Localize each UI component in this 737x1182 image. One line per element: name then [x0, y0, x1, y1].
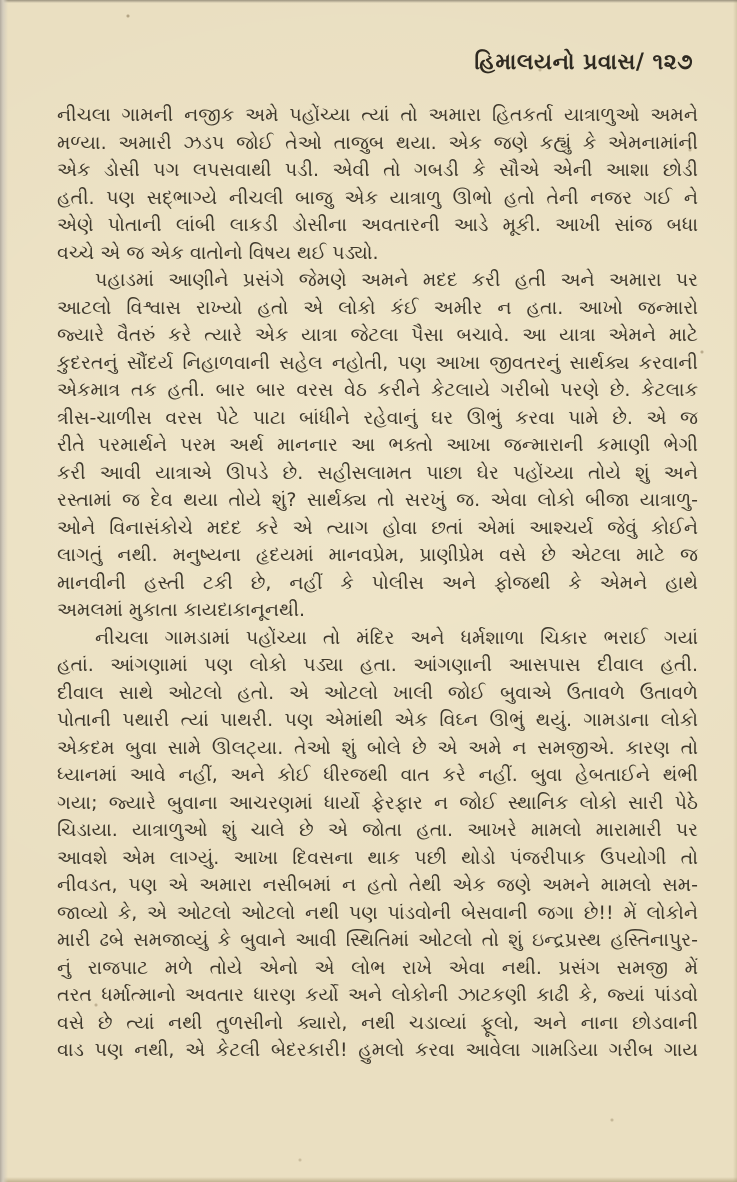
paragraph	[57, 102, 698, 267]
text-line: નીવડત, પણ એ અમારા નસીબમાં ન હતો તેથી એક જણે અમને મામલો સમ-	[57, 874, 698, 896]
text-line: એણે પોતાની લાંબી લાકડી ડોસીના અવતારની આડે મૂકી. આખી સાંજ બધા	[57, 214, 698, 236]
text-line: જ્યારે વૈતરું કરે ત્યારે એક યાત્રા જેટલા પૈસા બચાવે. આ યાત્રા એમને માટે	[57, 324, 698, 346]
paragraph	[57, 625, 698, 1065]
text-line: માનવીની હસ્તી ટકી છે, નહીં કે પોલીસ અને ફોજથી કે એમને હાથે	[57, 571, 698, 594]
body-text	[57, 102, 698, 1065]
text-line: જાવ્યો કે, એ ઓટલો ઓટલો નથી પણ પાંડવોની બેસવાની જગા છે!! મેં લોકોને	[57, 901, 698, 924]
text-line: નીચલા ગામની નજીક અમે પહોંચ્યા ત્યાં તો અમારા હિતકર્તા યાત્રાળુઓ અમને	[57, 104, 698, 126]
text-line: ત્રીસ-ચાળીસ વરસ પેટે પાટા બાંધીને રહેવાનું ઘર ઊભું કરવા પામે છે. એ જ	[57, 406, 698, 429]
text-line: ચિડાયા. યાત્રાળુઓ શું ચાલે છે એ જોતા હતા. આખરે મામલો મારામારી પર	[57, 819, 698, 841]
text-line: નું રાજપાટ મળે તોયે એનો એ લોભ રાખે એવા નથી. પ્રસંગ સમજી મેં	[57, 956, 698, 979]
text-line: એકમાત્ર તક હતી. બાર બાર વરસ વેઠ કરીને કેટલાયે ગરીબો પરણે છે. કેટલાક	[57, 379, 698, 401]
text-line: પહાડમાં આણીને પ્રસંગે જેમણે અમને મદદ કરી હતી અને અમારા પર	[95, 269, 698, 291]
text-line: નીચલા ગામડામાં પહોંચ્યા તો મંદિર અને ધર્મશાળા ચિકાર ભરાઈ ગયાં	[95, 626, 698, 649]
text-line: પોતાની પથારી ત્યાં પાથરી. પણ એમાંથી એક વિઘ્ન ઊભું થયું. ગામડાના લોકો	[57, 709, 698, 731]
text-line: મળ્યા. અમારી ઝડપ જોઈ તેઓ તાજુબ થયા. એક જણે કહ્યું કે એમનામાંની	[57, 131, 698, 154]
text-line: આવશે એમ લાગ્યું. આખા દિવસના થાક પછી થોડો પંજરીપાક ઉપયોગી તો	[57, 846, 698, 869]
text-line: રીતે પરમાર્થને પરમ અર્થ માનનાર આ ભક્તો આખા જન્મારાની કમાણી ભેગી	[57, 434, 698, 456]
text-line: કરી આવી યાત્રાએ ઊપડે છે. સહીસલામત પાછા ઘેર પહોંચ્યા તોયે શું અને	[57, 461, 698, 484]
text-line: લાગતું નથી. મનુષ્યના હૃદયમાં માનવપ્રેમ, પ્રાણીપ્રેમ વસે છે એટલા માટે જ	[57, 544, 698, 566]
text-line: વસે છે ત્યાં નથી તુળસીનો ક્યારો, નથી ચડાવ્યાં ફૂલો, અને નાના છોડવાની	[57, 1011, 698, 1034]
text-line: આટલો વિશ્વાસ રાખ્યો હતો એ લોકો કંઈ અમીર ન હતા. આખો જન્મારો	[57, 296, 698, 319]
text-line: કુદરતનું સૌંદર્ય નિહાળવાની સહેલ નહોતી, પણ આખા જીવતરનું સાર્થક્ય કરવાની	[57, 351, 698, 374]
text-line: હતી. પણ સદ્‌ભાગ્યે નીચલી બાજુ એક યાત્રાળુ ઊભો હતો તેની નજર ગઈ ને	[57, 186, 698, 209]
text-line: દીવાલ સાથે ઓટલો હતો. એ ઓટલો ખાલી જોઈ બુવાએ ઉતાવળે ઉતાવળે	[57, 681, 698, 704]
text-line: ધ્યાનમાં આવે નહીં, અને કોઈ ધીરજથી વાત કરે નહીં. બુવા હેબતાઈને થંભી	[57, 764, 698, 786]
text-line: એકદમ બુવા સામે ઊલટ્યા. તેઓ શું બોલે છે એ અમે ન સમજીએ. કારણ તો	[57, 736, 698, 759]
paragraph	[57, 267, 698, 625]
text-line: મારી ઢબે સમજાવ્યું કે બુવાને આવી સ્થિતિમાં ઓટલો તો શું ઇન્દ્રપ્રસ્થ હસ્તિનાપુર-	[57, 929, 698, 951]
text-line: વાડ પણ નથી, એ કેટલી બેદરકારી! હુમલો કરવા આવેલા ગામડિયા ગરીબ ગાય	[57, 1039, 698, 1061]
text-line: વચ્ચે એ જ એક વાતોનો વિષય થઈ પડ્યો.	[57, 241, 379, 264]
text-line: રસ્તામાં જ દેવ થયા તોયે શું? સાર્થક્ય તો સરખું જ. એવા લોકો બીજા યાત્રાળુ-	[57, 489, 698, 511]
text-line: એક ડોસી પગ લપસવાથી પડી. એવી તો ગબડી કે સૌએ એની આશા છોડી	[57, 159, 698, 181]
text-line: તરત ધર્માત્માનો અવતાર ધારણ કર્યો અને લોકોની ઝાટકણી કાઢી કે, જ્યાં પાંડવો	[57, 984, 698, 1006]
text-line: હતાં. આંગણામાં પણ લોકો પડ્યા હતા. આંગણાની આસપાસ દીવાલ હતી.	[57, 654, 698, 676]
text-line: ઓને વિનાસંકોચે મદદ કરે એ ત્યાગ હોવા છતાં એમાં આશ્ચર્ય જેવું કોઈને	[57, 516, 698, 539]
text-line: અમલમાં મુકાતા કાયદાકાનૂનથી.	[57, 599, 306, 621]
running-header	[0, 50, 693, 75]
page-header-title: હિમાલયનો પ્રવાસ/ ૧૨૭	[474, 50, 693, 75]
text-line: ગયા; જ્યારે બુવાના આચરણમાં ધાર્યો ફેરફાર ન જોઈ સ્થાનિક લોકો સારી પેઠે	[57, 791, 698, 814]
